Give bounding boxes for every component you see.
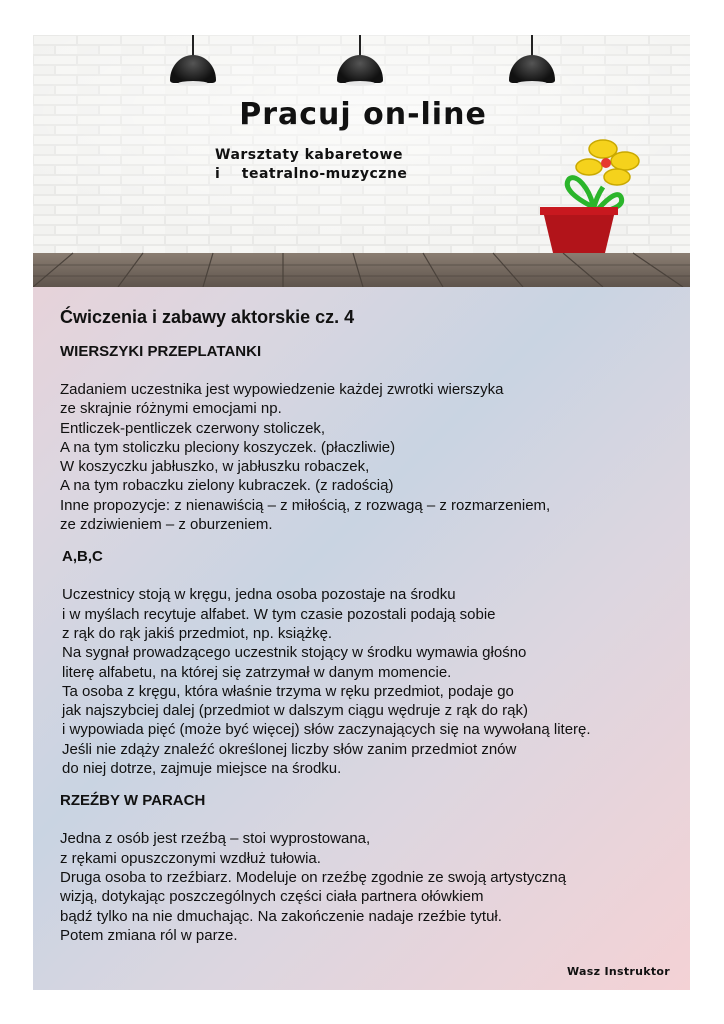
text-line: ze skrajnie różnymi emocjami np.	[60, 400, 282, 418]
lamp-cord	[359, 35, 361, 57]
text-line: Jeśli nie zdąży znaleźć określonej liczby słów zanim przedmiot znów	[62, 740, 517, 758]
section-text	[60, 829, 680, 945]
text-line: bądź tylko na nie dmuchając. Na zakończenie nadaje rzeźbie tytuł.	[60, 907, 502, 925]
text-line: W koszyczku jabłuszko, w jabłuszku robaczek,	[60, 458, 370, 476]
header-banner	[33, 35, 690, 287]
section-text	[60, 585, 680, 778]
page-title: Ćwiczenia i zabawy aktorskie cz. 4	[60, 307, 355, 327]
text-line: Druga osoba to rzeźbiarz. Modeluje on rzeźbę zgodnie ze swoją artystyczną	[60, 868, 567, 886]
text-line: Na sygnał prowadzącego uczestnik stojący w środku wymawia głośno	[62, 644, 527, 662]
text-line: do niej dotrze, zajmuje miejsce na środku.	[62, 760, 342, 778]
banner-subtitle-line1: Warsztaty kabaretowe	[215, 147, 403, 163]
text-line: Zadaniem uczestnika jest wypowiedzenie każdej zwrotki wierszyka	[60, 381, 504, 398]
banner-subtitle-line2: i teatralno-muzyczne	[215, 166, 408, 182]
text-line: Uczestnicy stoją w kręgu, jedna osoba pozostaje na środku	[62, 586, 456, 604]
section-title: RZEŹBY W PARACH	[60, 792, 206, 810]
text-line: Inne propozycje: z nienawiścią – z miłością, z rozwagą – z rozmarzeniem,	[60, 496, 551, 514]
text-line: Jedna z osób jest rzeźbą – stoi wyprostowana,	[60, 830, 371, 848]
banner-title: Pracuj on-line	[239, 97, 487, 132]
worksheet-page	[33, 35, 690, 990]
lamp-cord	[531, 35, 533, 57]
section-text	[60, 380, 680, 534]
text-line: i w myślach recytuje alfabet. W tym czasie pozostali podają sobie	[62, 605, 496, 623]
signature: Wasz Instruktor	[567, 965, 670, 978]
worksheet-content	[60, 307, 680, 945]
text-line: A na tym stoliczku pleciony koszyczek. (płaczliwie)	[60, 438, 396, 456]
text-line: i wypowiada pięć (może być więcej) słów zaczynających się na wywołaną literę.	[62, 721, 591, 739]
flower-pot-icon	[533, 127, 643, 257]
text-line: literę alfabetu, na której się zatrzymał w danym momencie.	[62, 663, 452, 681]
text-line: A na tym robaczku zielony kubraczek. (z radością)	[60, 477, 394, 495]
lamp-cord	[192, 35, 194, 57]
text-line: jak najszybciej dalej (przedmiot w dalszym ciągu wędruje z rąk do rąk)	[62, 702, 529, 720]
text-line: wizją, dotykając poszczególnych części ciała partnera ołówkiem	[60, 888, 484, 906]
text-line: Entliczek-pentliczek czerwony stoliczek,	[60, 419, 326, 437]
text-line: Ta osoba z kręgu, która właśnie trzyma w ręku przedmiot, podaje go	[62, 682, 514, 700]
text-line: Potem zmiana ról w parze.	[60, 926, 238, 944]
text-line: z rękami opuszczonymi wzdłuż tułowia.	[60, 849, 321, 867]
text-line: z rąk do rąk jakiś przedmiot, np. książkę.	[62, 624, 333, 642]
section-title: WIERSZYKI PRZEPLATANKI	[60, 343, 262, 360]
text-line: ze zdziwieniem – z oburzeniem.	[60, 516, 273, 534]
section-title: A,B,C	[62, 548, 103, 566]
